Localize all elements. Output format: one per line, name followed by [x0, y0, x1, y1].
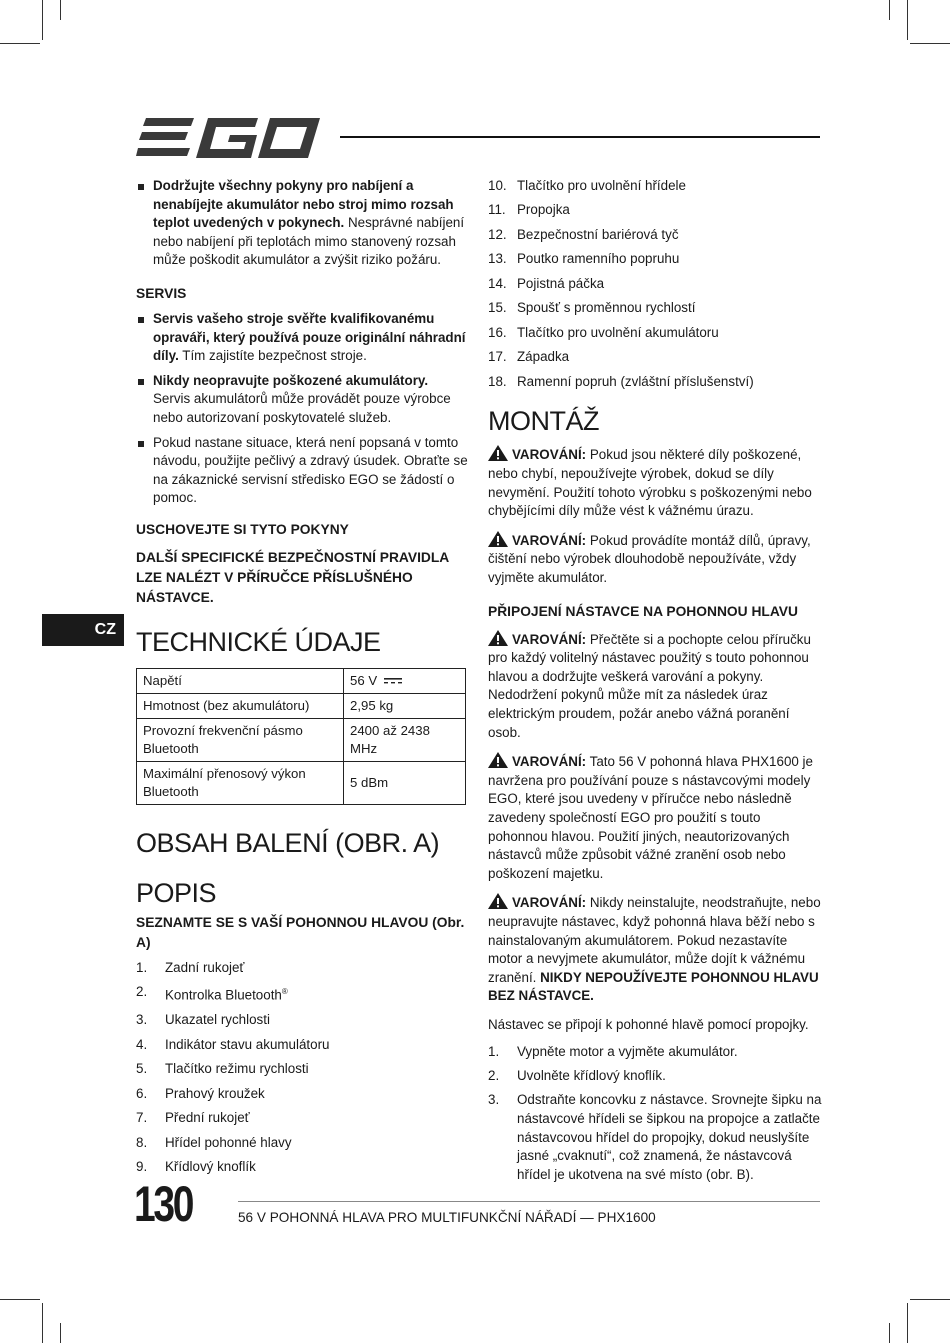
list-item: Servis vašeho stroje svěřte kvalifikovanému opraváři, který používá pouze originální náhradní díly. Tím zajistíte bezpečnost stroje.	[136, 310, 468, 366]
header-rule	[340, 136, 820, 138]
spec-value: 2400 až 2438 MHz	[344, 718, 466, 761]
language-tab: CZ	[42, 614, 124, 646]
list-item: 18. Ramenní popruh (zvláštní příslušenství)	[488, 373, 754, 389]
know-your-head-heading: SEZNAMTE SE S VAŠÍ POHONNOU HLAVOU (Obr. A)	[136, 914, 465, 950]
list-item: 5. Tlačítko režimu rychlosti	[136, 1061, 309, 1077]
crop-mark	[0, 43, 40, 44]
crop-mark	[889, 1323, 890, 1343]
description-title: POPIS	[136, 877, 217, 908]
table-row	[137, 668, 466, 693]
spec-table	[136, 668, 466, 805]
list-item: Nikdy neopravujte poškozené akumulátory. Servis akumulátorů může provádět pouze výrobce nebo autorizovaní poskytovatelé služeb.	[136, 372, 468, 428]
warning-triangle-icon	[488, 445, 508, 461]
footer-rule	[238, 1201, 820, 1202]
list-item: 1. Zadní rukojeť	[136, 959, 245, 975]
crop-mark	[910, 43, 950, 44]
warning-paragraph: VAROVÁNÍ: Pokud jsou některé díly poškozené, nebo chybí, nepoužívejte výrobek, dokud se díly nevymění. Použití tohoto výrobku s poškozenými nebo chybějícími díly může vést k vážnému úrazu.	[488, 447, 812, 519]
left-column	[136, 177, 468, 1183]
warning-triangle-icon	[488, 630, 508, 646]
list-item: 17. Západka	[488, 349, 570, 365]
warning-triangle-icon	[488, 752, 508, 768]
attach-intro: Nástavec se připojí k pohonné hlavě pomocí propojky.	[488, 1016, 809, 1032]
list-item: Pokud nastane situace, která není popsaná v tomto návodu, použijte pečlivý a zdravý úsudek. Obraťte se na zákaznické servisní středisko EGO se žádostí o pomoc.	[136, 434, 468, 508]
warning-paragraph: VAROVÁNÍ: Přečtěte si a pochopte celou příručku pro každý volitelný nástavec použitý s touto pohonnou hlavou a dodržujte veškerá varování a pokyny. Nedodržení pokynů může mít za následek úraz elektrickým proudem, požár anebo vážná poranění osob.	[488, 631, 811, 740]
crop-mark	[910, 1299, 950, 1300]
spec-value: 56 V	[344, 668, 466, 693]
warning-triangle-icon	[488, 531, 508, 547]
crop-mark	[42, 0, 43, 40]
list-item: 6. Prahový kroužek	[136, 1085, 265, 1101]
package-contents-title: OBSAH BALENÍ (OBR. A)	[136, 827, 440, 858]
list-item: Dodržujte všechny pokyny pro nabíjení a nenabíjejte akumulátor nebo stroj mimo rozsah teplot uvedených v pokynech. Nesprávné nabíjení nebo nabíjení při teplotách mimo stanovený rozsah může poškodit akumulátor a zvýšit riziko požáru.	[136, 177, 468, 270]
crop-mark	[889, 0, 890, 20]
parts-list-continued	[488, 177, 822, 391]
table-row	[137, 761, 466, 804]
crop-mark	[0, 1299, 40, 1300]
list-item: 9. Křídlový knoflík	[136, 1159, 256, 1175]
list-item: 8. Hřídel pohonné hlavy	[136, 1134, 292, 1150]
dc-voltage-symbol-icon	[383, 676, 403, 686]
spec-key: Maximální přenosový výkon Bluetooth	[137, 761, 344, 804]
right-column	[488, 177, 822, 1190]
attach-heading: PŘIPOJENÍ NÁSTAVCE NA POHONNOU HLAVU	[488, 603, 798, 619]
spec-value: 2,95 kg	[344, 693, 466, 718]
parts-list	[136, 959, 468, 1177]
list-item: 16. Tlačítko pro uvolnění akumulátoru	[488, 324, 719, 340]
list-item: 1. Vypněte motor a vyjměte akumulátor.	[488, 1043, 738, 1059]
list-item: 11. Propojka	[488, 202, 570, 218]
crop-mark	[42, 1303, 43, 1343]
list-item: 4. Indikátor stavu akumulátoru	[136, 1036, 330, 1052]
spec-key: Provozní frekvenční pásmo Bluetooth	[137, 718, 344, 761]
list-item: 15. Spoušť s proměnnou rychlostí	[488, 300, 696, 316]
table-row	[137, 718, 466, 761]
table-row	[137, 693, 466, 718]
list-item: 13. Poutko ramenního popruhu	[488, 251, 680, 267]
crop-mark	[60, 1323, 61, 1343]
warning-triangle-icon	[488, 893, 508, 909]
attach-steps	[488, 1043, 822, 1185]
list-item: 12. Bezpečnostní bariérová tyč	[488, 226, 679, 242]
save-instructions-heading: USCHOVEJTE SI TYTO POKYNY	[136, 521, 349, 537]
charging-bullet-list	[136, 177, 468, 270]
spec-key: Hmotnost (bez akumulátoru)	[137, 693, 344, 718]
warning-paragraph: VAROVÁNÍ: Tato 56 V pohonná hlava PHX1600 je navržena pro používání pouze s nástavcovými modely EGO, které jsou uvedeny v příručce nebo následně zavedeny společností EGO pro použití s touto pohonnou hlavou. Použití jiných, neautorizovaných nástavců může způsobit vážné zranění osob nebo poškození majetku.	[488, 754, 813, 881]
spec-value: 5 dBm	[344, 761, 466, 804]
spec-key: Napětí	[137, 668, 344, 693]
warning-paragraph: VAROVÁNÍ: Nikdy neinstalujte, neodstraňujte, nebo neupravujte nástavec, když pohonná hlava běží nebo s nainstalovaným akumulátorem. Pokud nezastavíte motor a nevyjmete akumulátor, může dojít k vážnému zranění. NIKDY NEPOUŽÍVEJTE POHONNOU HLAVU BEZ NÁSTAVCE.	[488, 895, 821, 1004]
crop-mark	[907, 1303, 908, 1343]
tech-data-title: TECHNICKÉ ÚDAJE	[136, 626, 381, 657]
list-item: 3. Odstraňte koncovku z nástavce. Srovnejte šipku na nástavcové hřídeli se šipkou na propojce a zatlačte nástavcovou hřídel do propojky, dokud neuslyšíte jasné „cvaknutí“, což znamená, že nástavcová hřídel je ukotvena na své místo (obr. B).	[488, 1092, 822, 1182]
further-rules-heading: DALŠÍ SPECIFICKÉ BEZPEČNOSTNÍ PRAVIDLA LZE NALÉZT V PŘÍRUČCE PŘÍSLUŠNÉHO NÁSTAVCE.	[136, 549, 449, 605]
crop-mark	[60, 0, 61, 20]
ego-logo	[136, 116, 322, 160]
list-item: 3. Ukazatel rychlosti	[136, 1012, 270, 1028]
servis-bullet-list	[136, 310, 468, 508]
list-item: 7. Přední rukojeť	[136, 1110, 250, 1126]
crop-mark	[907, 0, 908, 40]
list-item: 2. Kontrolka Bluetooth®	[136, 984, 288, 1003]
assembly-title: MONTÁŽ	[488, 406, 599, 437]
list-item: 10. Tlačítko pro uvolnění hřídele	[488, 178, 686, 193]
page-number: 130	[134, 1176, 193, 1232]
warning-paragraph: VAROVÁNÍ: Pokud provádíte montáž dílů, úpravy, čištění nebo výrobek dlouhodobě nepoužíváte, vždy vyjměte akumulátor.	[488, 532, 811, 586]
footer-title: 56 V POHONNÁ HLAVA PRO MULTIFUNKČNÍ NÁŘADÍ — PHX1600	[238, 1210, 656, 1225]
list-item: 2. Uvolněte křídlový knoflík.	[488, 1067, 666, 1083]
servis-heading: SERVIS	[136, 285, 187, 301]
list-item: 14. Pojistná páčka	[488, 275, 605, 291]
